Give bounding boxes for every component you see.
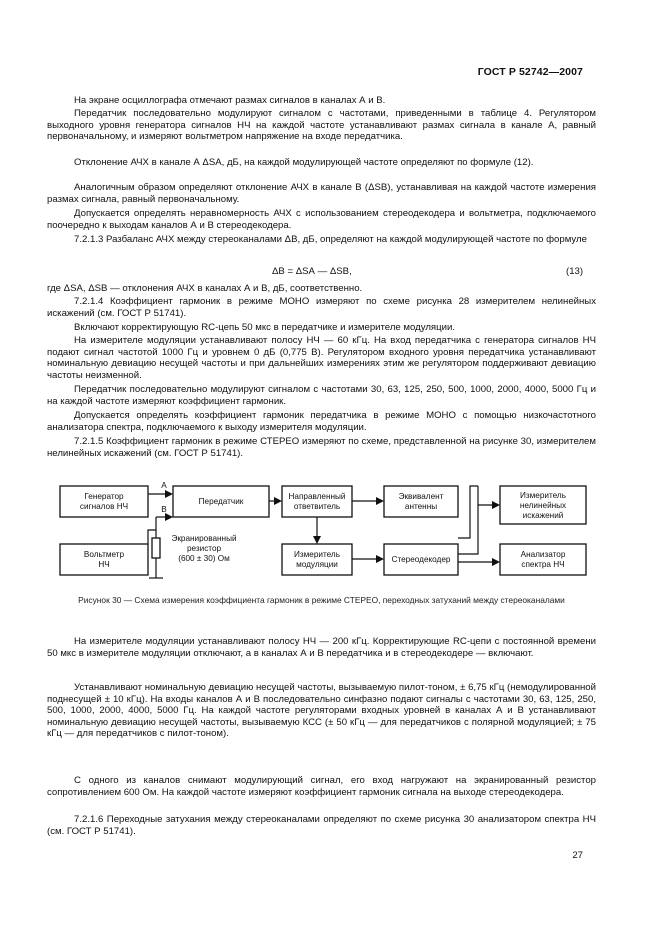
page-number: 27 <box>572 850 583 861</box>
block-label-line: Передатчик <box>198 497 244 506</box>
block-label-line: Анализатор <box>520 550 566 559</box>
paragraph: 7.2.1.3 Разбаланс АЧХ между стереоканалами ΔВ, дБ, определяют на каждой модулирующей частоте по формуле <box>74 234 587 245</box>
resistor-label <box>171 534 236 563</box>
formula-number: (13) <box>566 266 584 277</box>
equivalent-label <box>399 492 444 511</box>
block-label-line: НЧ <box>98 560 110 569</box>
paragraph: Передатчик последовательно модулируют сигналом с частотами 30, 63, 125, 250, 500, 1000, 2000, 4000, 5000 Гц и на каждой частоте измеряют коэффициент гармоник. <box>47 384 596 407</box>
paragraph: Включают корректирующую RC-цепь 50 мкс в передатчике и измерителе модуляции. <box>74 322 455 333</box>
formula: ΔВ = ΔSА — ΔSВ, <box>272 266 352 277</box>
paragraph: На измерителе модуляции устанавливают полосу НЧ — 200 кГц. Корректирующие RC-цепи с постоянной времени 50 мкс в измерителе модуляции отключают, а в каналах А и В передатчика и в стереодекодере — включают. <box>47 636 596 659</box>
block-label-line: Генератор <box>84 492 124 501</box>
paragraph: Устанавливают номинальную девиацию несущей частоты, вызываемую пилот-тоном, ± 6,75 кГц (немодулированной поднесущей ± 10 кГц). На входы каналов А и В последовательно синфазно подают сигналы с частотами 30, 63, 125, 250, 500, 1000, 2000, 4000, 5000 Гц. На каждой частоте регуляторами входных уровней в каналах А и В устанавливают номинальную девиацию несущей частоты, вызываемую КСС (± 50 кГц — для передатчиков с полярной модуляцией; ± 75 кГц — для передатчиков с пилот-тоном). <box>47 682 596 740</box>
coupler-label <box>288 492 345 511</box>
paragraph: 7.2.1.5 Коэффициент гармоник в режиме СТЕРЕО измеряют по схеме, представленной на рисунке 30, измерителем нелинейных искажений (см. ГОСТ Р 51741). <box>47 436 596 459</box>
document-header: ГОСТ Р 52742—2007 <box>477 66 583 78</box>
channel-a-label: А <box>161 481 167 490</box>
paragraph: Отклонение АЧХ в канале А ΔSА, дБ, на каждой модулирующей частоте определяют по формуле (12). <box>74 157 534 168</box>
block-label-line: Вольтметр <box>83 550 125 559</box>
paragraph: 7.2.1.4 Коэффициент гармоник в режиме МОНО измеряют по схеме рисунка 28 измерителем нелинейных искажений (см. ГОСТ Р 51741). <box>47 296 596 319</box>
block-label-line: спектра НЧ <box>521 560 565 569</box>
resistor-symbol <box>152 538 160 558</box>
paragraph: Допускается определять неравномерность АЧХ с использованием стереодекодера и вольтметра, подключаемого поочередно к выходам каналов А и В стереодекодера. <box>47 208 596 231</box>
block-label-line: Экранированный <box>171 534 237 543</box>
generator-label <box>80 492 128 511</box>
block-label-line: Стереодекодер <box>391 555 451 564</box>
block-label-line: Измеритель <box>294 550 340 559</box>
channel-b-label: В <box>161 505 167 514</box>
distortion-meter-label <box>520 491 566 520</box>
paragraph: Аналогичным образом определяют отклонение АЧХ в канале В (ΔSВ), устанавливая на каждой частоте измерения размах сигнала, равный первоначальному. <box>47 182 596 205</box>
paragraph: где ΔSА, ΔSВ — отклонения АЧХ в каналах А и В, дБ, соответственно. <box>47 283 363 294</box>
paragraph: Допускается определять коэффициент гармоник передатчика в режиме МОНО с помощью низкочастотного анализатора спектра, подключаемого к выходу измерителя модуляции. <box>47 410 596 433</box>
stereodecoder-label <box>392 555 451 564</box>
paragraph: На экране осциллографа отмечают размах сигналов в каналах А и В. <box>74 95 386 106</box>
paragraph: На измерителе модуляции устанавливают полосу НЧ — 60 кГц. На вход передатчика с генератора сигналов НЧ подают сигнал частотой 1000 Гц и уровнем 0 дБ (0,775 В). Регулятором входного уровня передатчика устанавливают номинальную девиацию несущей частоты и при дальнейших измерениях этим же регулятором поддерживают девиацию частоты неизменной. <box>47 335 596 381</box>
mod-meter-label <box>294 550 340 569</box>
block-label-line: модуляции <box>296 560 338 569</box>
block-label-line: антенны <box>404 502 438 511</box>
figure-caption: Рисунок 30 — Схема измерения коэффициента гармоник в режиме СТЕРЕО, переходных затуханий между стереоканалами <box>78 595 565 605</box>
paragraph: Передатчик последовательно модулируют сигналом с частотами, приведенными в таблице 4. Регулятором выходного уровня генератора сигналов НЧ на каждой частоте устанавливают размах сигнала в канале А, равный первоначальному, и измеряют вольтметром напряжение на входе передатчика. <box>47 108 596 143</box>
block-label-line: Эквивалент <box>398 492 444 501</box>
block-label-line: (600 ± 30) Ом <box>178 554 230 563</box>
paragraph: С одного из каналов снимают модулирующий сигнал, его вход нагружают на экранированный резистор сопротивлением 600 Ом. На каждой частоте измеряют коэффициент гармоник сигнала на выходе стереодекодера. <box>47 775 596 798</box>
block-label-line: Направленный <box>288 492 346 501</box>
block-label-line: сигналов НЧ <box>79 502 129 511</box>
block-label-line: Измеритель <box>520 491 566 500</box>
paragraph: 7.2.1.6 Переходные затухания между стереоканалами определяют по схеме рисунка 30 анализатором спектра НЧ (см. ГОСТ Р 51741). <box>47 814 596 837</box>
transmitter-label <box>199 497 244 506</box>
block-label-line: нелинейных <box>519 501 567 510</box>
block-label-line: ответвитель <box>293 502 341 511</box>
spectrum-analyzer-label <box>521 550 566 569</box>
block-label-line: резистор <box>186 544 222 553</box>
block-label-line: искажений <box>522 511 564 520</box>
